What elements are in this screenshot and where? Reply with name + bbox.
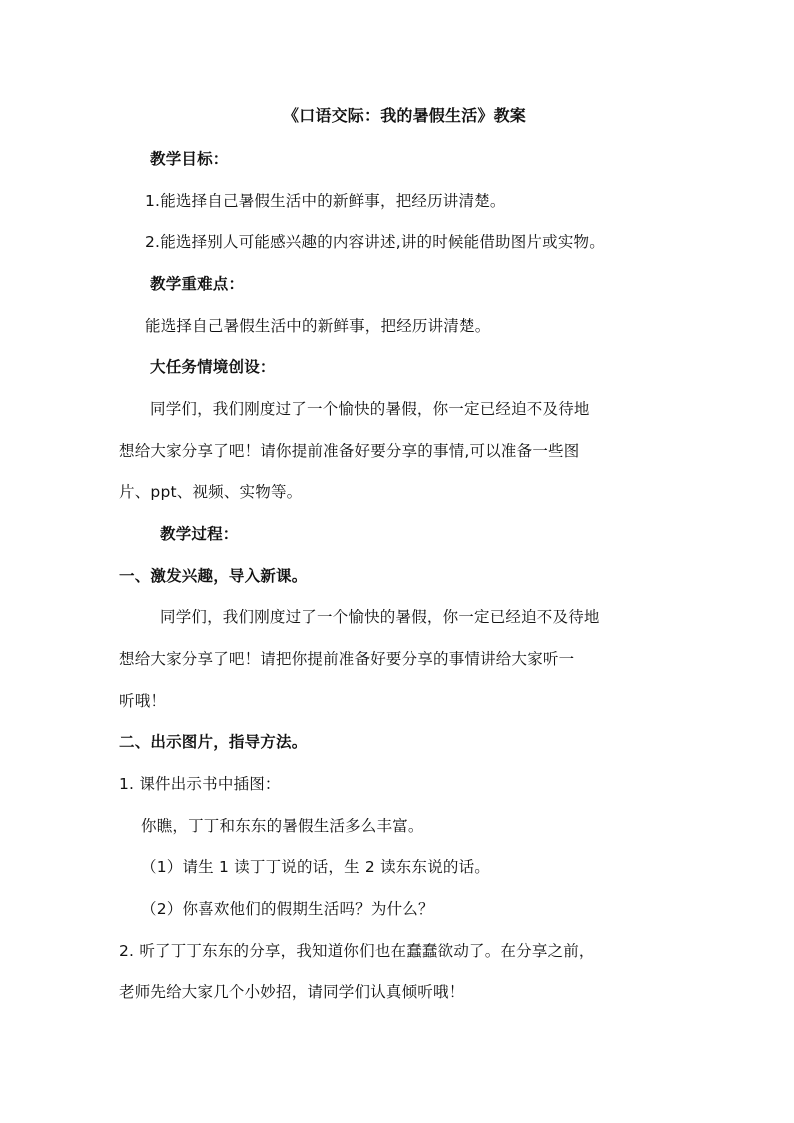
item-1-heading: 1. 课件出示书中插图：	[119, 775, 281, 793]
section-1-heading: 一、激发兴趣，导入新课。	[119, 567, 308, 585]
document-title: 《口语交际：我的暑假生活》教案	[283, 106, 527, 125]
item-1-text: 你瞧，丁丁和东东的暑假生活多么丰富。	[141, 817, 424, 835]
process-heading: 教学过程：	[160, 525, 239, 543]
scenario-line-2: 想给大家分享了吧！请你提前准备好要分享的事情,可以准备一些图	[119, 442, 580, 460]
section-2-heading: 二、出示图片，指导方法。	[119, 733, 308, 751]
key-points-heading: 教学重难点：	[150, 275, 245, 293]
section-1-line-3: 听哦！	[119, 692, 167, 710]
section-1-line-2: 想给大家分享了吧！请把你提前准备好要分享的事情讲给大家听一	[119, 650, 575, 668]
scenario-line-1: 同学们，我们刚度过了一个愉快的暑假，你一定已经迫不及待地	[150, 400, 590, 418]
item-1-sub-1: （1）请生 1 读丁丁说的话，生 2 读东东说的话。	[141, 858, 490, 876]
item-2-line-2: 老师先给大家几个小妙招，请同学们认真倾听哦！	[119, 983, 465, 1001]
section-1-line-1: 同学们，我们刚度过了一个愉快的暑假，你一定已经迫不及待地	[160, 608, 600, 626]
scenario-heading: 大任务情境创设：	[150, 358, 276, 376]
scenario-line-3: 片、ppt、视频、实物等。	[119, 483, 303, 501]
objective-2: 2.能选择别人可能感兴趣的内容讲述,讲的时候能借助图片或实物。	[145, 233, 605, 251]
objective-1: 1.能选择自己暑假生活中的新鲜事，把经历讲清楚。	[145, 192, 506, 210]
item-2-line-1: 2. 听了丁丁东东的分享，我知道你们也在蠢蠢欲动了。在分享之前，	[119, 942, 595, 960]
item-1-sub-2: （2）你喜欢他们的假期生活吗？为什么？	[141, 900, 434, 918]
key-points-text: 能选择自己暑假生活中的新鲜事，把经历讲清楚。	[145, 317, 491, 335]
objectives-heading: 教学目标：	[150, 150, 229, 168]
